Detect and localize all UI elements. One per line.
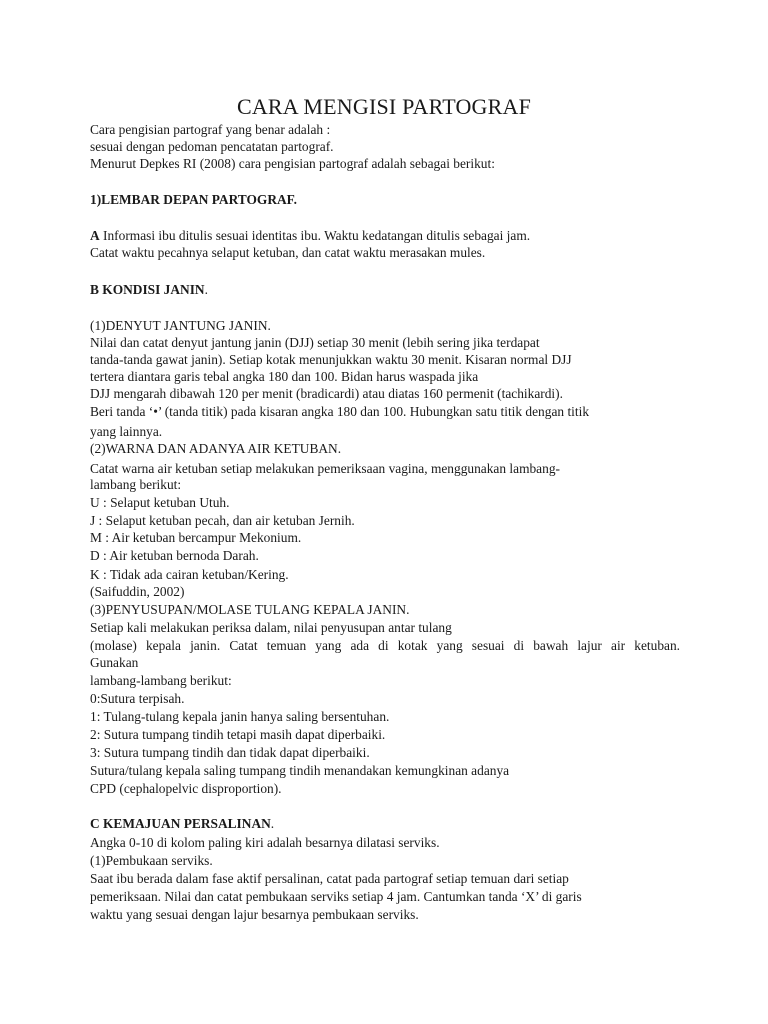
- citation: (Saifuddin, 2002): [90, 584, 185, 599]
- body-line: CPD (cephalopelvic disproportion).: [90, 781, 282, 796]
- list-item: 1: Tulang-tulang kepala janin hanya saling bersentuhan.: [90, 709, 390, 724]
- body-line: tanda-tanda gawat janin). Setiap kotak menunjukkan waktu 30 menit. Kisaran normal DJJ: [90, 352, 572, 367]
- subsection-title-air-ketuban: (2)WARNA DAN ADANYA AIR KETUBAN.: [90, 441, 342, 456]
- section-b-heading-line: [90, 281, 208, 298]
- section-a-line: Catat waktu pecahnya selaput ketuban, dan catat waktu merasakan mules.: [90, 245, 486, 260]
- body-line: pemeriksaan. Nilai dan catat pembukaan serviks setiap 4 jam. Cantumkan tanda ‘X’ di garis: [90, 889, 582, 904]
- page-title: CARA MENGISI PARTOGRAF: [236, 94, 532, 119]
- list-item: U : Selaput ketuban Utuh.: [90, 495, 230, 510]
- subsection-title-denyut-jantung: (1)DENYUT JANTUNG JANIN.: [90, 318, 271, 333]
- body-line: Angka 0-10 di kolom paling kiri adalah besarnya dilatasi serviks.: [90, 835, 440, 850]
- body-line: lambang berikut:: [90, 477, 182, 492]
- list-item: 0:Sutura terpisah.: [90, 691, 185, 706]
- heading-period: .: [270, 816, 275, 831]
- body-line: Gunakan: [90, 655, 139, 670]
- list-item: J : Selaput ketuban pecah, dan air ketuban Jernih.: [90, 513, 355, 528]
- body-line: Saat ibu berada dalam fase aktif persalinan, catat pada partograf setiap temuan dari setiap: [90, 871, 569, 886]
- section-c-heading-line: [90, 815, 274, 832]
- intro-line: Cara pengisian partograf yang benar adalah :: [90, 122, 331, 137]
- intro-line: sesuai dengan pedoman pencatatan partograf.: [90, 139, 334, 154]
- body-line: (molase) kepala janin. Catat temuan yang ada di kotak yang sesuai di bawah lajur air ketuban.: [90, 638, 680, 653]
- body-line: Nilai dan catat denyut jantung janin (DJJ) setiap 30 menit (lebih sering jika terdapat: [90, 335, 540, 350]
- heading-period: .: [204, 282, 208, 297]
- intro-line: Menurut Depkes RI (2008) cara pengisian partograf adalah sebagai berikut:: [90, 156, 495, 171]
- list-item: D : Air ketuban bernoda Darah.: [90, 548, 259, 563]
- body-line: Sutura/tulang kepala saling tumpang tindih menandakan kemungkinan adanya: [90, 763, 510, 778]
- section-a-label: A: [90, 228, 100, 243]
- subsection-title-pembukaan-serviks: (1)Pembukaan serviks.: [90, 853, 213, 868]
- section-a-text: Informasi ibu ditulis sesuai identitas ibu. Waktu kedatangan ditulis sebagai jam.: [99, 228, 531, 243]
- list-item: M : Air ketuban bercampur Mekonium.: [90, 530, 302, 545]
- body-line: Catat warna air ketuban setiap melakukan pemeriksaan vagina, menggunakan lambang-: [90, 461, 560, 476]
- section-heading-kondisi-janin: B KONDISI JANIN: [90, 282, 205, 297]
- body-line: lambang-lambang berikut:: [90, 673, 232, 688]
- section-heading-kemajuan-persalinan: C KEMAJUAN PERSALINAN: [90, 816, 271, 831]
- body-line: yang lainnya.: [90, 424, 163, 439]
- body-line: Beri tanda ‘•’ (tanda titik) pada kisaran angka 180 dan 100. Hubungkan satu titik dengan titik: [90, 404, 590, 419]
- list-item: 3: Sutura tumpang tindih dan tidak dapat diperbaiki.: [90, 745, 370, 760]
- subsection-title-molase: (3)PENYUSUPAN/MOLASE TULANG KEPALA JANIN.: [90, 602, 410, 617]
- body-line: tertera diantara garis tebal angka 180 dan 100. Bidan harus waspada jika: [90, 369, 479, 384]
- body-line: DJJ mengarah dibawah 120 per menit (bradicardi) atau diatas 160 permenit (tachikardi).: [90, 386, 563, 401]
- body-line: waktu yang sesuai dengan lajur besarnya pembukaan serviks.: [90, 907, 419, 922]
- body-line: Setiap kali melakukan periksa dalam, nilai penyusupan antar tulang: [90, 620, 452, 635]
- list-item: K : Tidak ada cairan ketuban/Kering.: [90, 567, 289, 582]
- section-a-line: [90, 227, 530, 244]
- list-item: 2: Sutura tumpang tindih tetapi masih dapat diperbaiki.: [90, 727, 386, 742]
- section-heading-lembar-depan: 1)LEMBAR DEPAN PARTOGRAF.: [90, 192, 297, 207]
